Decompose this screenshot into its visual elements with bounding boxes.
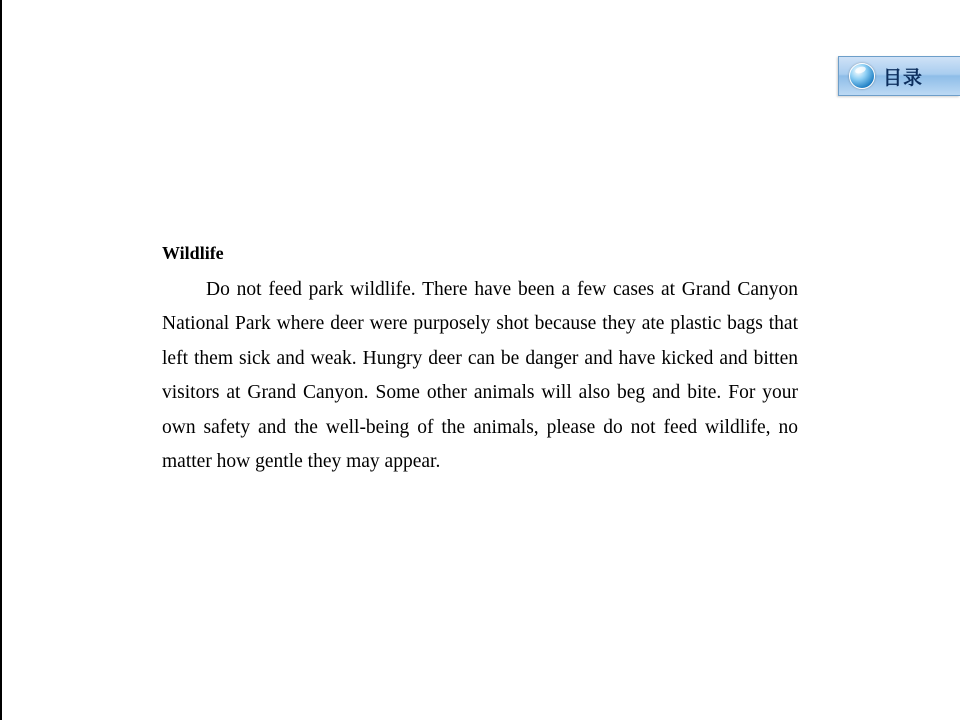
section-heading: Wildlife — [162, 243, 224, 263]
content-block — [162, 243, 798, 480]
catalog-button-label: 目录 — [883, 66, 924, 89]
catalog-button[interactable] — [838, 56, 960, 96]
globe-icon — [849, 63, 875, 89]
body-paragraph: Do not feed park wildlife. There have been a few cases at Grand Canyon National Park where deer were purposely shot because they ate plastic bags that left them sick and weak. Hungry deer can be danger and have kicked and bitten visitors at Grand Canyon. Some other animals will also beg and bite. For your own safety and the well-being of the animals, please do not feed wildlife, no matter how gentle they may appear. — [162, 278, 798, 473]
left-border-rule — [0, 0, 2, 720]
